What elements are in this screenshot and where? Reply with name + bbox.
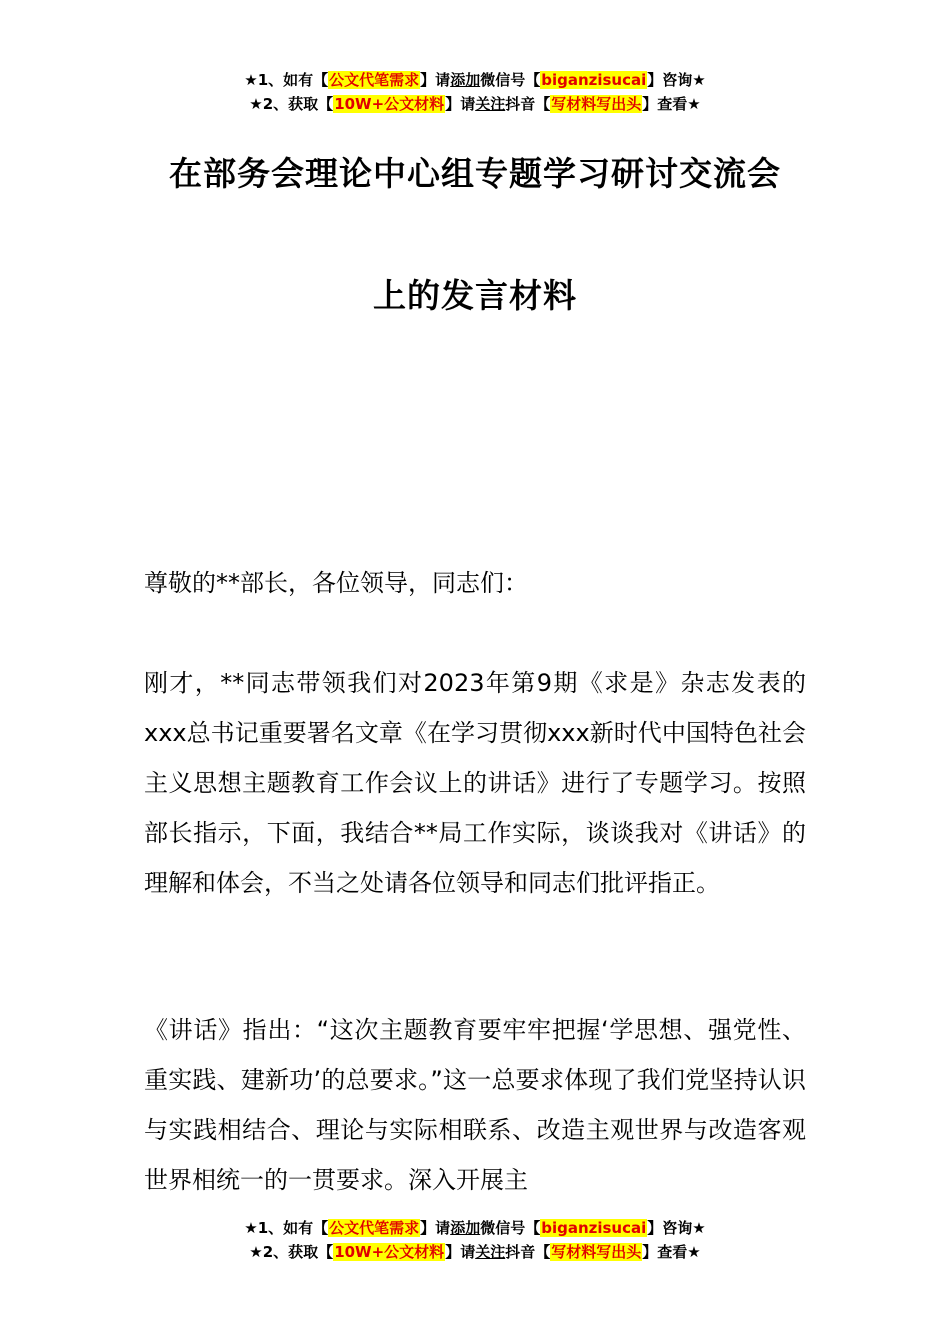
- banner-highlight: 10W+公文材料: [334, 95, 445, 113]
- banner-text: 】咨询★: [647, 1219, 706, 1237]
- banner-text: ★1、如有【: [244, 71, 329, 89]
- banner-text: ★2、获取【: [249, 1243, 334, 1261]
- banner-text: 】请: [445, 95, 476, 113]
- banner-highlight: 写材料写出头: [551, 95, 642, 113]
- banner-highlight: 公文代笔需求: [329, 1219, 420, 1237]
- banner-highlight: biganzisucai: [541, 71, 647, 89]
- banner-underline-text: 添加: [450, 1219, 481, 1237]
- banner-underline-text: 关注: [475, 95, 506, 113]
- banner-text: 】咨询★: [647, 71, 706, 89]
- banner-line-1: [0, 1216, 950, 1240]
- document-title-line-2: 上的发言材料: [373, 276, 577, 315]
- document-title-line-1: 在部务会理论中心组专题学习研讨交流会: [169, 154, 781, 193]
- banner-highlight: 10W+公文材料: [334, 1243, 445, 1261]
- paragraph-1: [144, 658, 806, 908]
- banner-highlight: 写材料写出头: [551, 1243, 642, 1261]
- banner-highlight: biganzisucai: [541, 1219, 647, 1237]
- banner-text: 】查看★: [642, 1243, 701, 1261]
- paragraph-text: 刚才，**同志带领我们对2023年第9期《求是》杂志发表的xxx总书记重要署名文章《在学习贯彻xxx新时代中国特色社会主义思想主题教育工作会议上的讲话》进行了专题学习。按照部长指示，下面，我结合**局工作实际，谈谈我对《讲话》的理解和体会，不当之处请各位领导和同志们批评指正。: [144, 669, 806, 897]
- banner-line-2: [0, 1240, 950, 1264]
- banner-text: 】请: [420, 71, 451, 89]
- banner-highlight: 公文代笔需求: [329, 71, 420, 89]
- banner-text: 微信号【: [480, 71, 541, 89]
- banner-text: ★1、如有【: [244, 1219, 329, 1237]
- bottom-banner: [0, 1216, 950, 1264]
- paragraph-2: [144, 1005, 806, 1205]
- banner-text: 】请: [445, 1243, 476, 1261]
- banner-line-2: [0, 92, 950, 116]
- top-banner: [0, 68, 950, 116]
- salutation: 尊敬的**部长，各位领导，同志们：: [144, 569, 528, 597]
- banner-line-1: [0, 68, 950, 92]
- banner-text: 微信号【: [480, 1219, 541, 1237]
- banner-text: 】查看★: [642, 95, 701, 113]
- banner-text: 抖音【: [505, 95, 551, 113]
- paragraph-text: 《讲话》指出：“这次主题教育要牢牢把握‘学思想、强党性、重实践、建新功’的总要求。”这一总要求体现了我们党坚持认识与实践相结合、理论与实际相联系、改造主观世界与改造客观世界相统一的一贯要求。深入开展主: [144, 1016, 806, 1194]
- banner-text: ★2、获取【: [249, 95, 334, 113]
- banner-text: 】请: [420, 1219, 451, 1237]
- banner-underline-text: 添加: [450, 71, 481, 89]
- banner-text: 抖音【: [505, 1243, 551, 1261]
- banner-underline-text: 关注: [475, 1243, 506, 1261]
